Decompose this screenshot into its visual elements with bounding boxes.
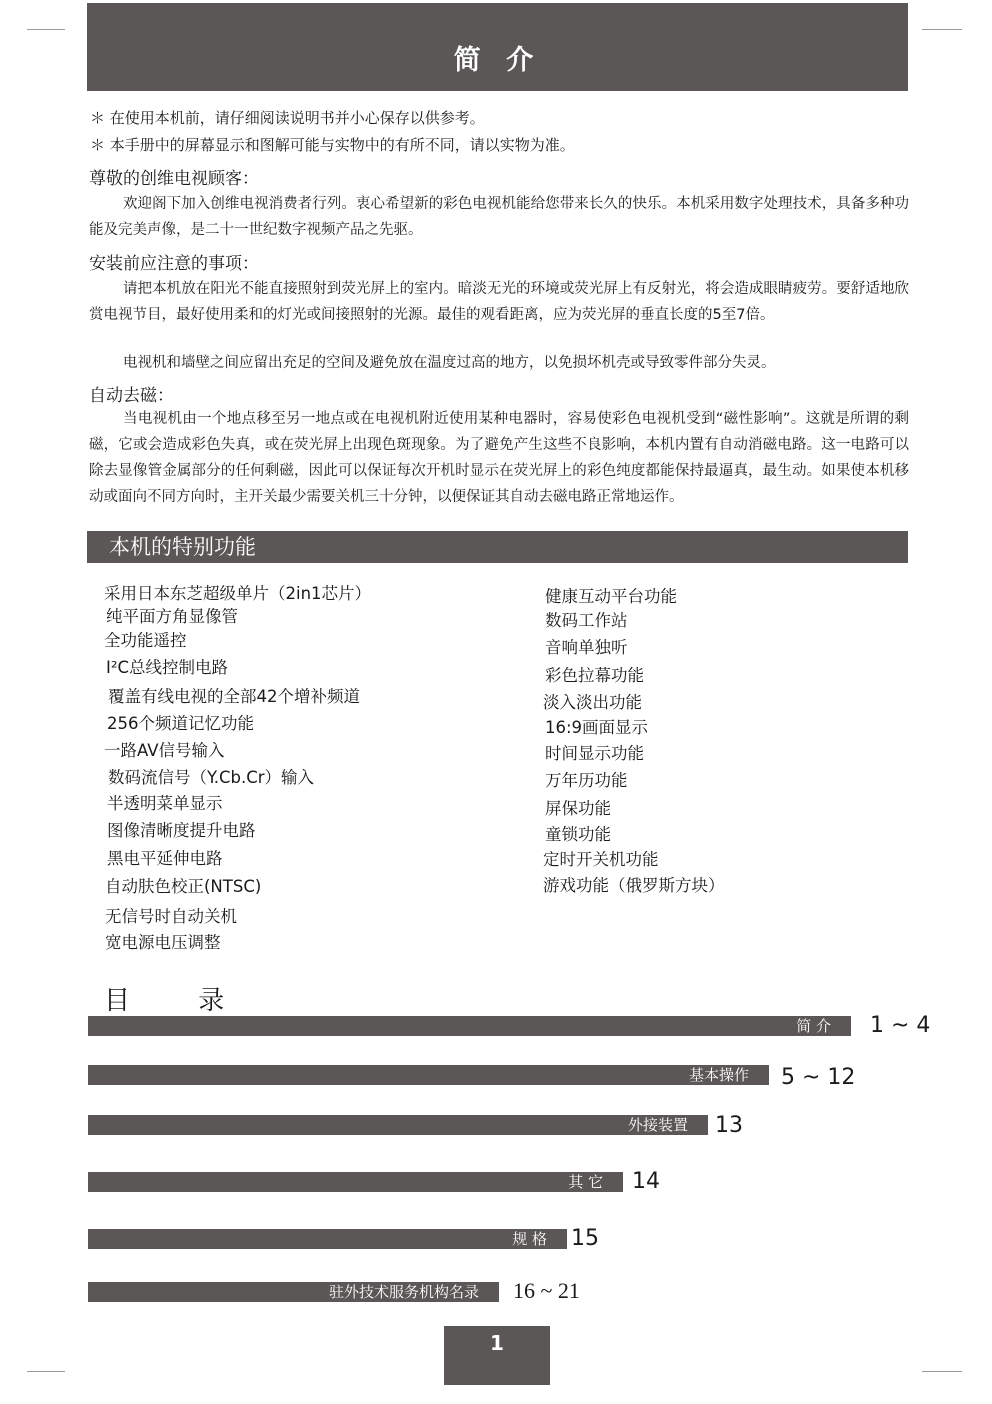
toc-entry-label[interactable]: 简 介 [88,1016,851,1036]
toc-entry-label[interactable]: 规 格 [88,1229,567,1249]
toc-entry-pages: 14 [632,1169,660,1194]
toc-entry-label[interactable]: 基本操作 [88,1065,769,1085]
toc-entry-pages: 5 ~ 12 [781,1065,856,1090]
feature-item: 淡入淡出功能 [543,693,642,712]
feature-item: 无信号时自动关机 [105,907,237,926]
feature-item: 定时开关机功能 [543,850,659,869]
feature-item: 采用日本东芝超级单片（2in1芯片） [104,584,372,603]
feature-item: 游戏功能（俄罗斯方块） [543,876,725,895]
feature-item: 健康互动平台功能 [545,587,677,606]
crop-mark [27,1371,65,1372]
features-heading: 本机的特别功能 [87,531,908,563]
feature-item: 纯平面方角显像管 [106,607,238,626]
toc-entry-label[interactable]: 驻外技术服务机构名录 [88,1282,499,1302]
toc-entry-label[interactable]: 外接装置 [88,1115,708,1135]
degauss-paragraph: 当电视机由一个地点移至另一地点或在电视机附近使用某种电器时，容易使彩色电视机受到“磁性影响”。这就是所谓的剩磁，它或会造成彩色失真，或在荧光屏上出现色斑现象。为了避免产生这些不良影响，本机内置有自动消磁电路。这一电路可以除去显像管金属部分的任何剩磁，因此可以保证每次开机时显示在荧光屏上的彩色纯度都能保持最逼真，最生动。如果使本机移动或面向不同方向时，主开关最少需要关机三十分钟，以便保证其自动去磁电路正常地运作。 [89,411,909,505]
degauss-heading: 自动去磁： [89,386,174,406]
feature-item: 万年历功能 [545,771,628,790]
feature-item: 16:9画面显示 [545,718,649,737]
toc-entry-pages: 13 [715,1113,743,1138]
feature-item: 全功能遥控 [104,631,187,650]
page-title: 简 介 [87,3,908,91]
crop-mark [922,29,962,30]
feature-item: 音响单独听 [545,638,628,657]
feature-item: 宽电源电压调整 [105,933,221,952]
feature-item: 黑电平延伸电路 [107,849,223,868]
feature-item: 256个频道记忆功能 [107,714,254,733]
toc-entry-label[interactable]: 其 它 [88,1172,623,1192]
feature-item: 半透明菜单显示 [107,794,223,813]
feature-item: 覆盖有线电视的全部42个增补频道 [108,687,360,706]
greeting-heading: 尊敬的创维电视顾客： [89,169,259,189]
crop-mark [922,1371,962,1372]
toc-entry-pages: 15 [571,1226,599,1251]
feature-item: 数码流信号（Y.Cb.Cr）输入 [108,768,315,787]
feature-item: 一路AV信号输入 [104,741,225,760]
install-heading: 安装前应注意的事项： [89,254,259,274]
feature-item: 屏保功能 [545,799,611,818]
feature-item: 数码工作站 [545,611,628,630]
feature-item: 时间显示功能 [545,744,644,763]
toc-title: 目 录 [104,986,255,1016]
feature-item: 图像清晰度提升电路 [107,821,256,840]
feature-item: 自动肤色校正(NTSC) [105,877,262,896]
feature-item: 彩色拉幕功能 [545,666,644,685]
feature-item: I²C总线控制电路 [106,658,229,677]
crop-mark [27,29,65,30]
note-1: ＊ 在使用本机前，请仔细阅读说明书并小心保存以供参考。 [90,109,485,127]
install-paragraph-2: 电视机和墙壁之间应留出充足的空间及避免放在温度过高的地方，以免损坏机壳或导致零件部分失灵。 [123,355,776,371]
toc-entry-pages: 16 ~ 21 [513,1278,580,1303]
note-2: ＊ 本手册中的屏幕显示和图解可能与实物中的有所不同，请以实物为准。 [90,136,575,154]
toc-entry-pages: 1 ~ 4 [870,1013,931,1038]
feature-item: 童锁功能 [545,825,611,844]
greeting-paragraph: 欢迎阁下加入创维电视消费者行列。衷心希望新的彩色电视机能给您带来长久的快乐。本机采用数字处理技术，具备多种功能及完美声像，是二十一世纪数字视频产品之先驱。 [89,196,909,238]
page-number: 1 [444,1326,550,1385]
install-paragraph-1: 请把本机放在阳光不能直接照射到荧光屏上的室内。暗淡无光的环境或荧光屏上有反射光，将会造成眼睛疲劳。要舒适地欣赏电视节目，最好使用柔和的灯光或间接照射的光源。最佳的观看距离，应为荧光屏的垂直长度的5至7倍。 [89,281,909,323]
